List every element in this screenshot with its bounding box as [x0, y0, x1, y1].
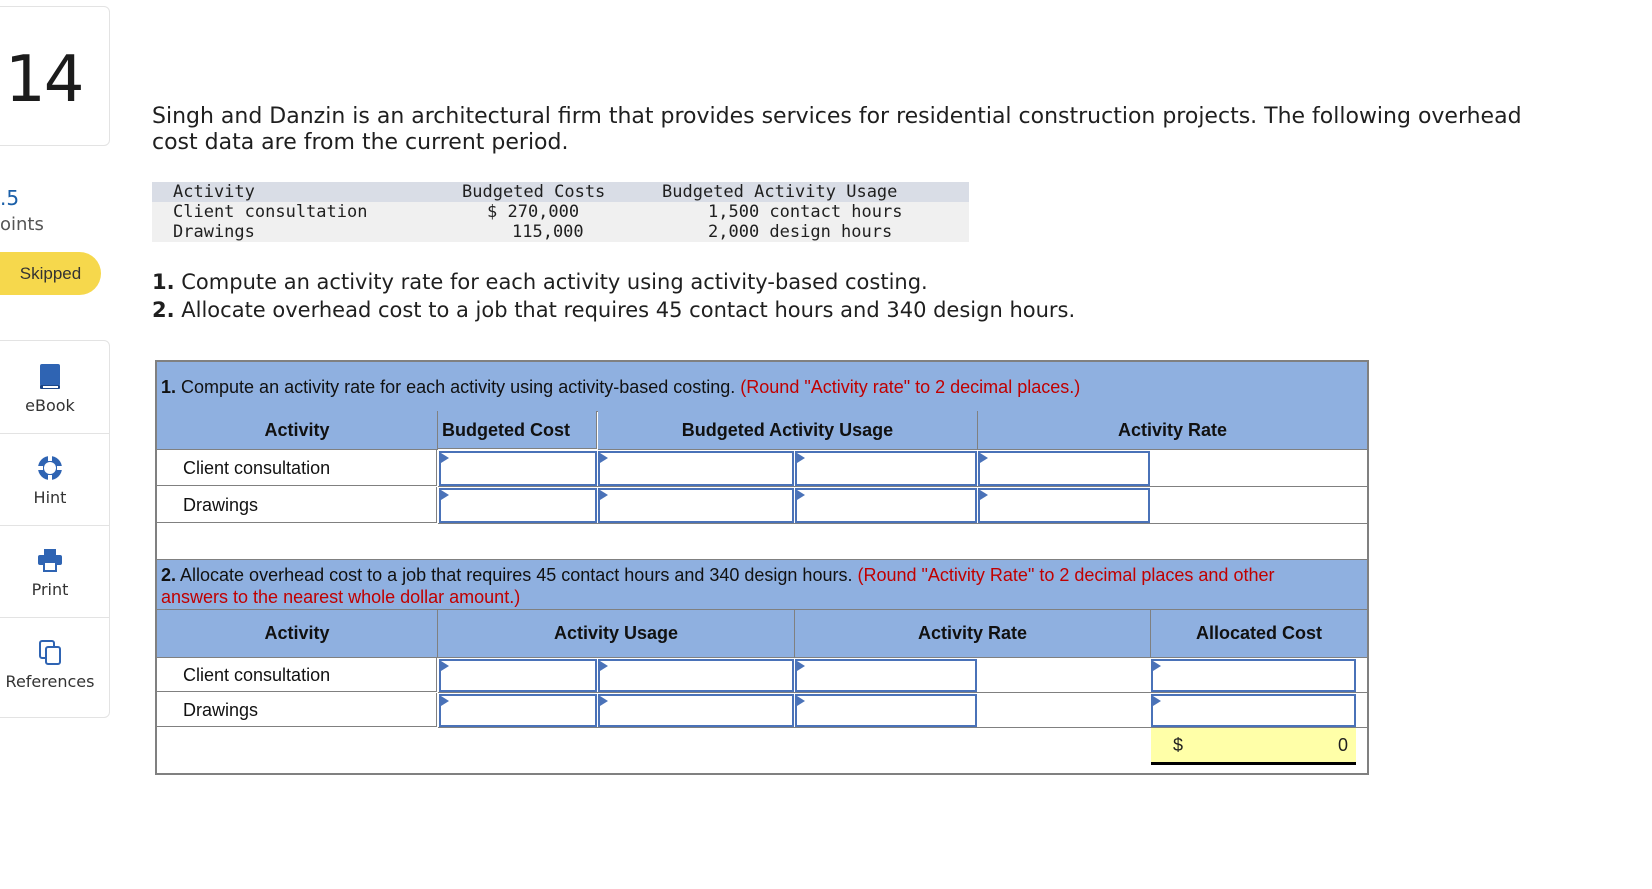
- given-activity: Client consultation: [173, 202, 368, 222]
- given-header-row: [152, 182, 969, 202]
- p2-usage-unit-input[interactable]: [598, 694, 794, 727]
- p1-budgeted-cost-input[interactable]: [439, 488, 597, 523]
- instructions: [152, 268, 1075, 324]
- total-value: 0: [1337, 735, 1348, 755]
- points-label: oints: [0, 214, 44, 235]
- given-row: [152, 202, 969, 222]
- part2-title: Allocate overhead cost to a job that requires 45 contact hours and 340 design hours.: [176, 565, 853, 585]
- printer-icon: [35, 545, 65, 575]
- p2-header-allocated-cost: Allocated Cost: [1151, 610, 1367, 658]
- p1-header-activity: Activity: [157, 411, 438, 450]
- p1-usage-amount-input[interactable]: [598, 488, 794, 523]
- p2-header-activity-rate: Activity Rate: [795, 610, 1151, 658]
- instruction-1: 1. Compute an activity rate for each activity using activity-based costing.: [152, 270, 928, 294]
- given-cost: 115,000: [512, 222, 584, 242]
- points-value: .5: [0, 186, 20, 210]
- p1-usage-unit-input[interactable]: [795, 488, 977, 523]
- part2-title-band: [157, 560, 1367, 610]
- part1-rounding-note: (Round "Activity rate" to 2 decimal places.): [740, 377, 1081, 397]
- given-cost: $ 270,000: [487, 202, 580, 222]
- print-button[interactable]: [0, 525, 109, 618]
- p2-row-label: Client consultation: [157, 658, 437, 692]
- p2-header-activity: Activity: [157, 610, 438, 658]
- given-header-activity: Activity: [173, 182, 255, 202]
- hint-label: Hint: [33, 488, 67, 507]
- references-label: References: [5, 672, 95, 691]
- p1-usage-unit-input[interactable]: [795, 451, 977, 486]
- p2-row-label: Drawings: [157, 693, 437, 727]
- p2-allocated-cost-input[interactable]: [1151, 659, 1356, 692]
- given-usage: 1,500 contact hours: [708, 202, 903, 222]
- instruction-2: 2. Allocate overhead cost to a job that requires 45 contact hours and 340 design hours.: [152, 298, 1076, 322]
- given-header-costs: Budgeted Costs: [462, 182, 606, 202]
- p1-header-activity-rate: Activity Rate: [978, 411, 1367, 450]
- print-label: Print: [31, 580, 69, 599]
- p2-usage-amount-input[interactable]: [439, 659, 597, 692]
- part1-number: 1.: [161, 377, 177, 397]
- given-data-table: [152, 182, 969, 242]
- question-number-card: [0, 6, 110, 146]
- p1-header-budgeted-usage: Budgeted Activity Usage: [598, 411, 978, 450]
- p1-budgeted-cost-input[interactable]: [439, 451, 597, 486]
- part2-rounding-note: (Round "Activity Rate" to 2 decimal places and other answers to the nearest whole dollar amount.): [161, 565, 1275, 607]
- ebook-button[interactable]: [0, 341, 109, 434]
- part1-title-band: [157, 362, 1367, 412]
- p2-activity-rate-input[interactable]: [795, 659, 977, 692]
- answer-worksheet: [155, 360, 1369, 775]
- p1-row-label: Client consultation: [157, 450, 437, 486]
- question-number: 14: [5, 43, 83, 117]
- p1-activity-rate-input[interactable]: [978, 451, 1150, 486]
- spacer-row: [157, 524, 1367, 560]
- lifebuoy-icon: [35, 453, 65, 483]
- part2-number: 2.: [161, 565, 177, 585]
- p2-usage-amount-input[interactable]: [439, 694, 597, 727]
- given-header-usage: Budgeted Activity Usage: [662, 182, 898, 202]
- given-usage: 2,000 design hours: [708, 222, 893, 242]
- p1-header-budgeted-cost: Budgeted Cost: [438, 411, 597, 449]
- ebook-label: eBook: [25, 396, 75, 415]
- tools-panel: [0, 340, 110, 718]
- book-icon: [35, 361, 65, 391]
- p1-usage-amount-input[interactable]: [598, 451, 794, 486]
- status-badge: Skipped: [0, 252, 101, 295]
- question-sidebar: [0, 0, 110, 889]
- copy-icon: [35, 637, 65, 667]
- p2-header-activity-usage: Activity Usage: [438, 610, 795, 658]
- given-activity: Drawings: [173, 222, 255, 242]
- p1-row-label: Drawings: [157, 487, 437, 523]
- question-intro: Singh and Danzin is an architectural firm that provides services for residential construction projects. The following overhead cost data are from the current period.: [152, 104, 1522, 155]
- p2-activity-rate-input[interactable]: [795, 694, 977, 727]
- part1-title: Compute an activity rate for each activity using activity-based costing.: [176, 377, 736, 397]
- p2-usage-unit-input[interactable]: [598, 659, 794, 692]
- given-row: [152, 222, 969, 242]
- hint-button[interactable]: [0, 433, 109, 526]
- p2-allocated-cost-input[interactable]: [1151, 694, 1356, 727]
- total-currency: $: [1173, 735, 1184, 755]
- references-button[interactable]: [0, 617, 109, 709]
- total-allocated-cost: [1151, 728, 1356, 765]
- p1-activity-rate-input[interactable]: [978, 488, 1150, 523]
